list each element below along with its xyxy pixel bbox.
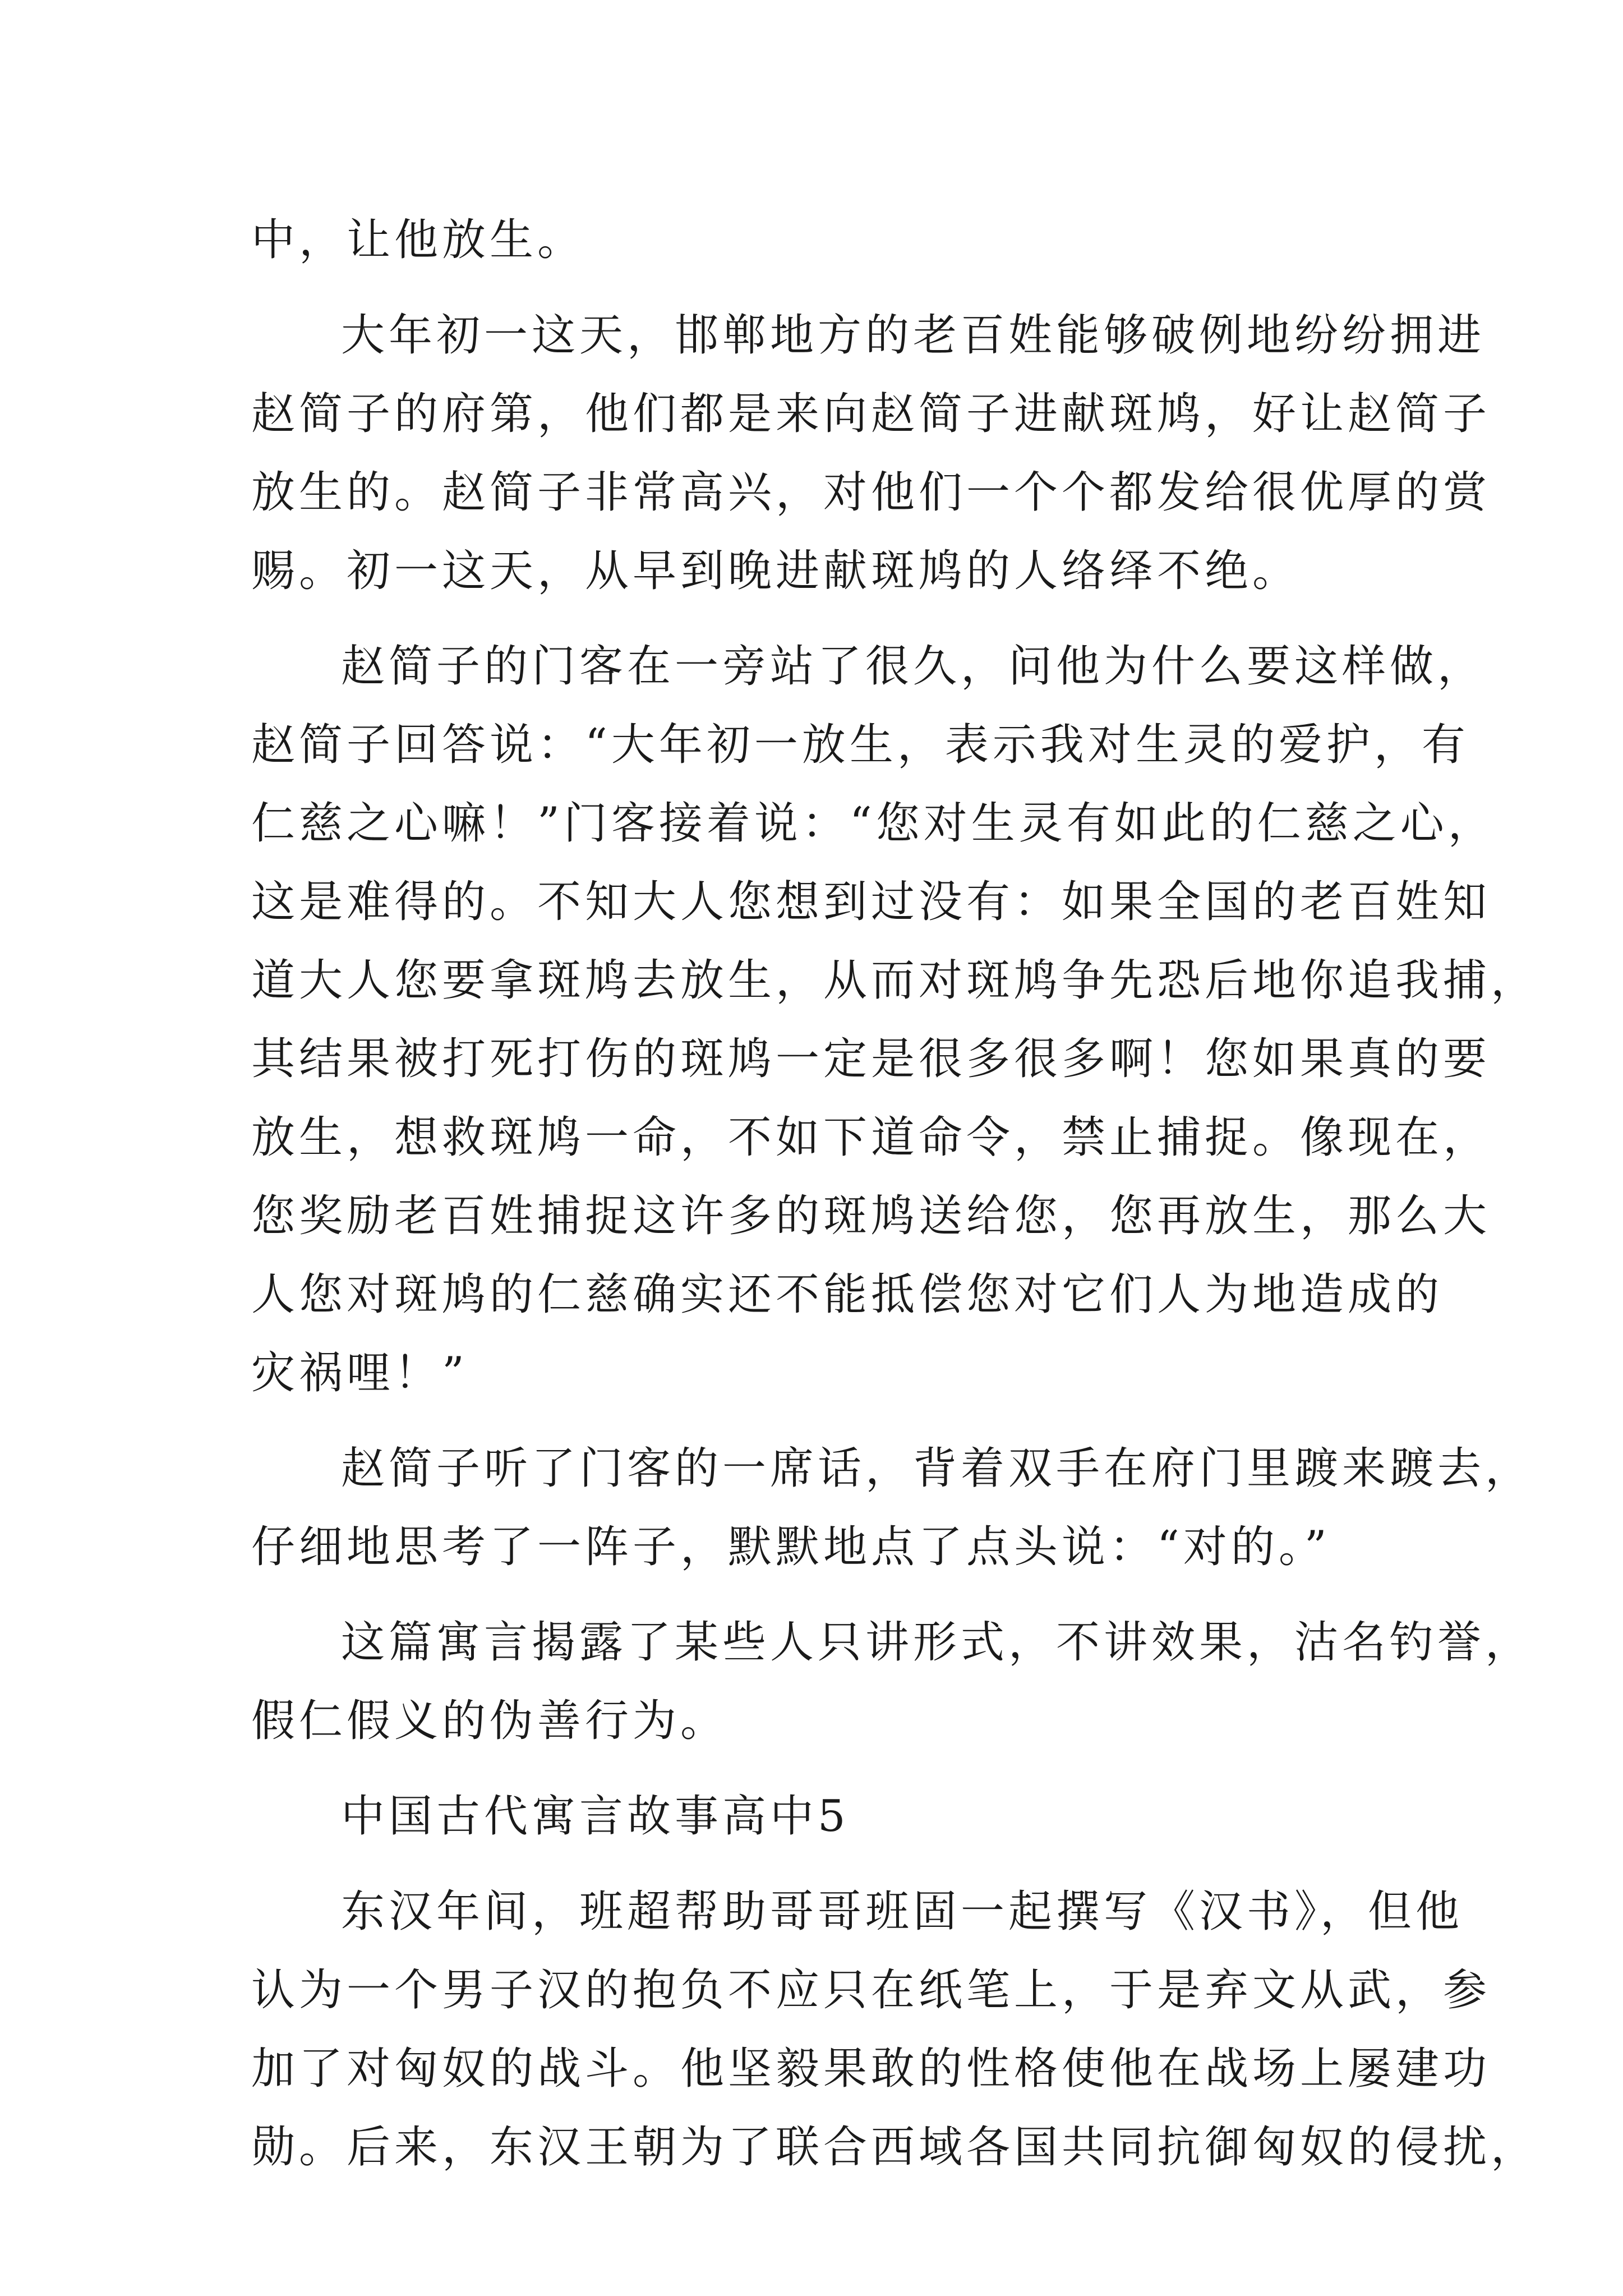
paragraph-first-line: 这篇寓言揭露了某些人只讲形式，不讲效果，沽名钓誉， [341, 1617, 1533, 1668]
text-line: 赐。初一这天，从早到晚进献斑鸠的人络绎不绝。 [251, 546, 1301, 596]
paragraph-first-line: 赵简子的门客在一旁站了很久，问他为什么要这样做， [341, 641, 1486, 692]
text-line: 您奖励老百姓捕捉这许多的斑鸠送给您，您再放生，那么大 [251, 1191, 1491, 1241]
text-line: 灾祸哩！” [251, 1348, 468, 1398]
text-line: 人您对斑鸠的仁慈确实还不能抵偿您对它们人为地造成的 [251, 1269, 1444, 1320]
document-body [251, 201, 1539, 2187]
paragraph-first-line: 东汉年间，班超帮助哥哥班固一起撰写《汉书》，但他 [341, 1887, 1464, 1937]
text-line: 赵简子的府第，他们都是来向赵简子进献斑鸠，好让赵简子 [251, 389, 1491, 439]
text-line: 放生的。赵简子非常高兴，对他们一个个都发给很优厚的赏 [251, 467, 1491, 518]
text-line: 仔细地思考了一阵子，默默地点了点头说：“对的。” [251, 1522, 1331, 1572]
paragraph-first-line: 大年初一这天，邯郸地方的老百姓能够破例地纷纷拥进 [341, 310, 1486, 361]
text-line: 认为一个男子汉的抱负不应只在纸笔上，于是弃文从武，参 [251, 1965, 1491, 2016]
text-line: 其结果被打死打伤的斑鸠一定是很多很多啊！您如果真的要 [251, 1034, 1491, 1084]
text-line: 仁慈之心嘛！”门客接着说：“您对生灵有如此的仁慈之心， [251, 798, 1496, 849]
text-line: 放生，想救斑鸠一命，不如下道命令，禁止捕捉。像现在， [251, 1112, 1491, 1163]
text-line: 这是难得的。不知大人您想到过没有：如果全国的老百姓知 [251, 877, 1491, 927]
text-line: 假仁假义的伪善行为。 [251, 1696, 728, 1746]
text-line: 中，让他放生。 [251, 215, 585, 265]
section-heading: 中国古代寓言故事高中5 [341, 1791, 850, 1842]
text-line: 勋。后来，东汉王朝为了联合西域各国共同抗御匈奴的侵扰， [251, 2122, 1539, 2173]
text-line: 加了对匈奴的战斗。他坚毅果敢的性格使他在战场上屡建功 [251, 2044, 1491, 2094]
text-line: 赵简子回答说：“大年初一放生，表示我对生灵的爱护，有 [251, 720, 1469, 770]
text-line: 道大人您要拿斑鸠去放生，从而对斑鸠争先恐后地你追我捕， [251, 955, 1539, 1006]
paragraph-first-line: 赵简子听了门客的一席话，背着双手在府门里踱来踱去， [341, 1443, 1533, 1494]
